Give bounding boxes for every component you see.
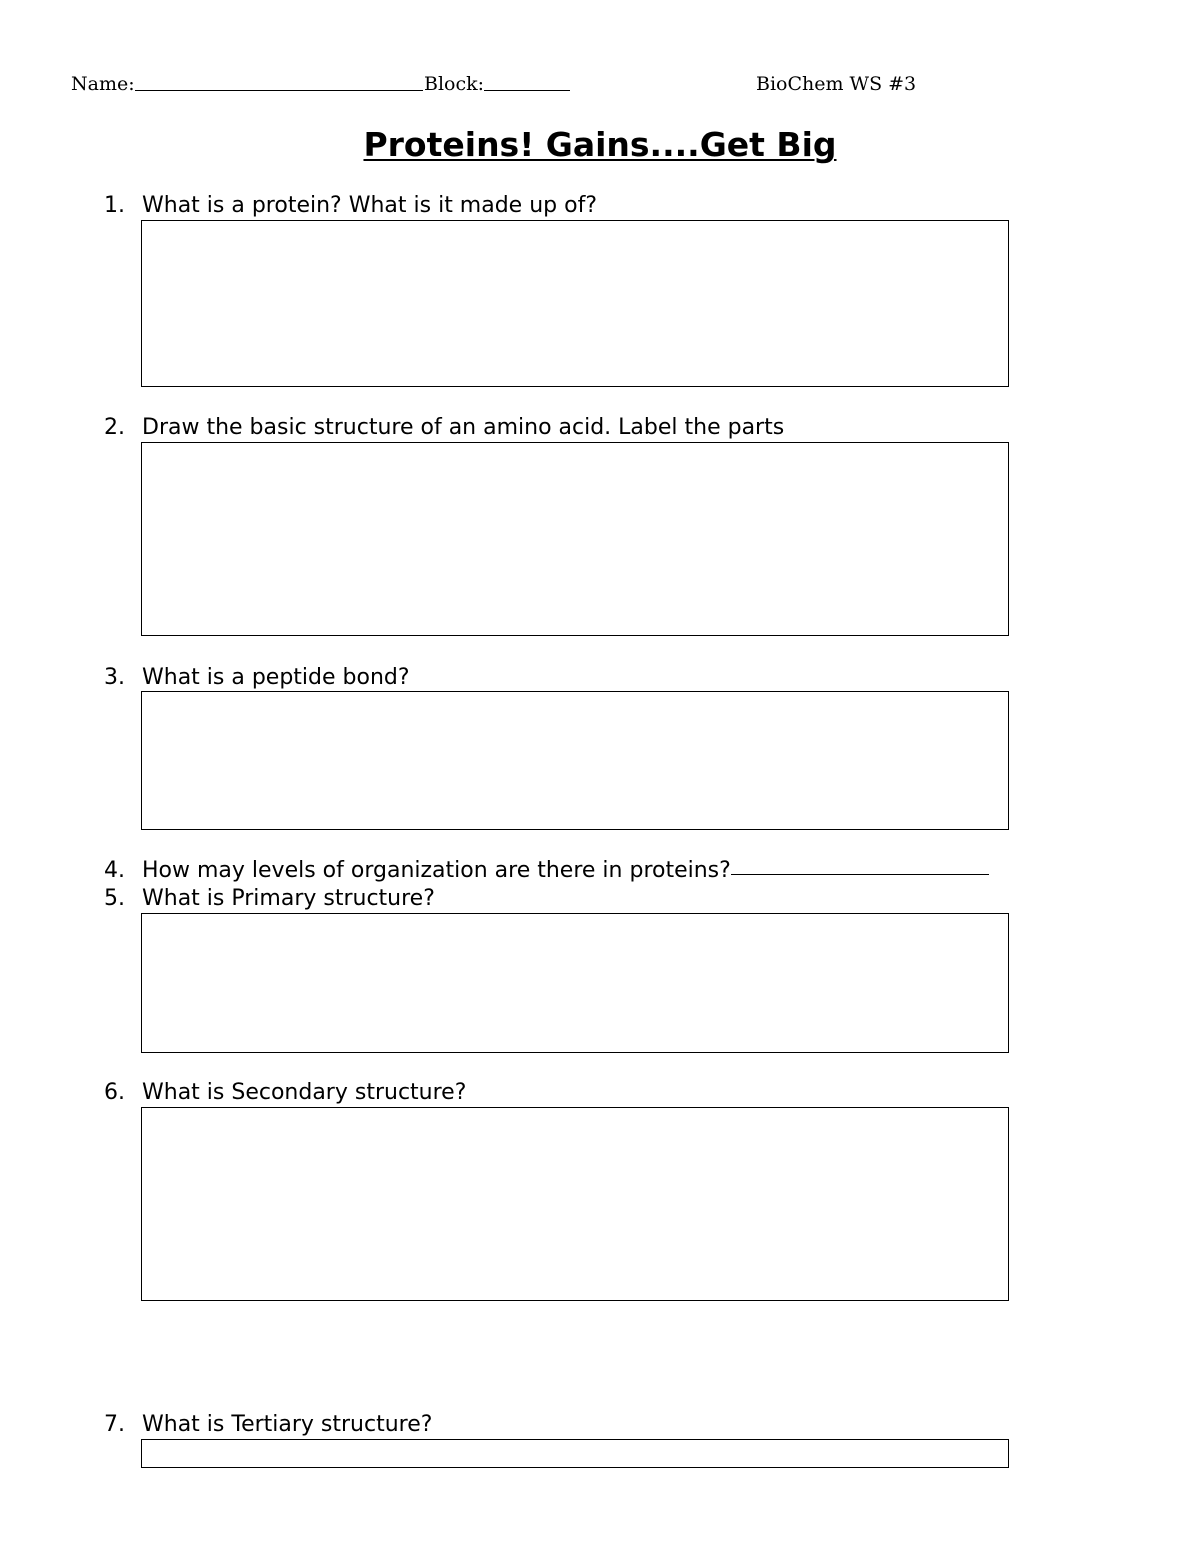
question-3 (104, 664, 410, 692)
question-text: Draw the basic structure of an amino acid. Label the parts (142, 415, 785, 440)
answer-box-6[interactable] (141, 1107, 1009, 1301)
answer-box-3[interactable] (141, 691, 1009, 830)
question-text: What is Primary structure? (142, 886, 435, 911)
answer-box-2[interactable] (141, 442, 1009, 636)
block-label: Block: (424, 73, 485, 95)
question-number: 7. (104, 1412, 125, 1437)
question-number: 4. (104, 858, 125, 883)
answer-box-5[interactable] (141, 913, 1009, 1053)
question-1 (104, 192, 597, 220)
name-label: Name: (71, 73, 135, 95)
worksheet-label: BioChem WS #3 (756, 73, 917, 95)
block-field[interactable] (424, 72, 570, 96)
question-6 (104, 1079, 466, 1107)
name-blank-line[interactable] (135, 89, 423, 91)
question-4 (104, 857, 989, 885)
question-text: What is a protein? What is it made up of? (142, 193, 597, 218)
question-text: What is Secondary structure? (142, 1080, 467, 1105)
question-text: How may levels of organization are there in proteins? (142, 858, 731, 883)
question-2 (104, 414, 784, 442)
name-field[interactable] (71, 72, 423, 96)
page-title: Proteins! Gains....Get Big (363, 125, 837, 164)
question-number: 1. (104, 193, 125, 218)
question-number: 5. (104, 886, 125, 911)
answer-box-7[interactable] (141, 1439, 1009, 1468)
question-text: What is a peptide bond? (142, 665, 410, 690)
answer-box-1[interactable] (141, 220, 1009, 387)
question-number: 2. (104, 415, 125, 440)
question-number: 3. (104, 665, 125, 690)
question-5 (104, 885, 435, 913)
answer-blank-4[interactable] (731, 873, 989, 875)
block-blank-line[interactable] (484, 89, 570, 91)
question-7 (104, 1411, 432, 1439)
question-number: 6. (104, 1080, 125, 1105)
question-text: What is Tertiary structure? (142, 1412, 433, 1437)
